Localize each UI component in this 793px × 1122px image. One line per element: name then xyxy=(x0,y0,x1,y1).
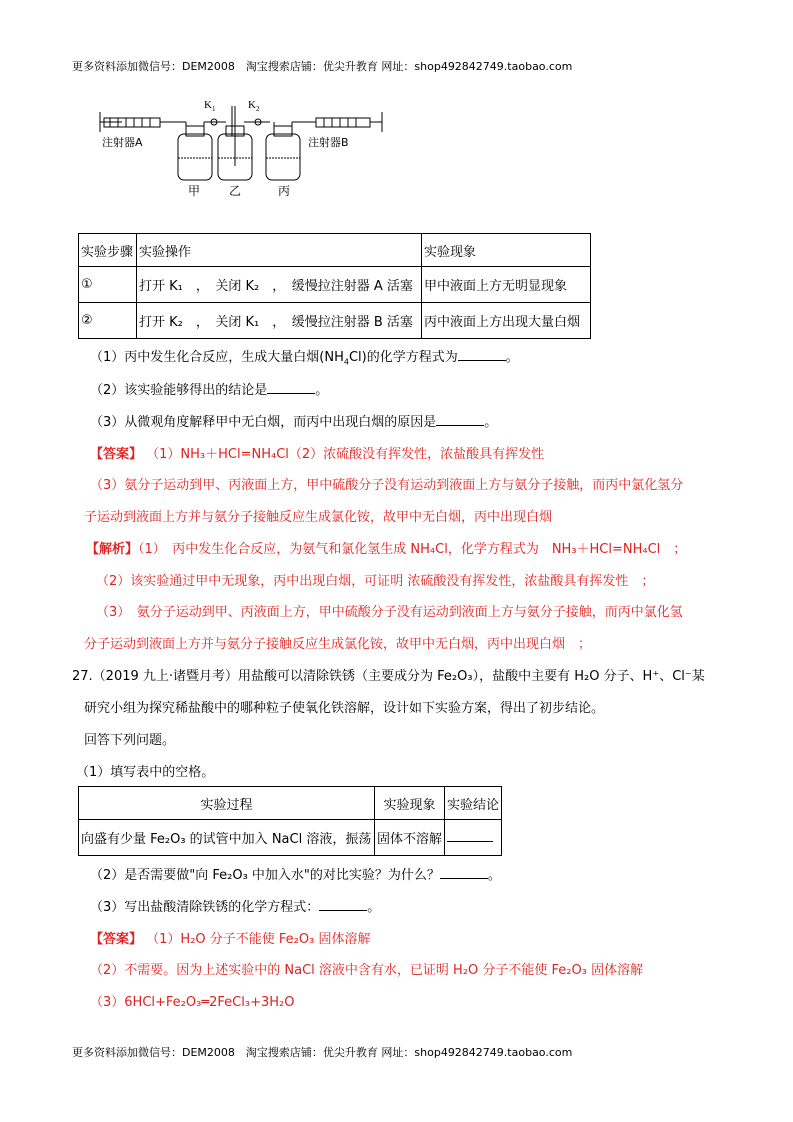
bottle-yi-label: 乙 xyxy=(229,184,242,198)
answer26-line2: （3）氨分子运动到甲、丙液面上方，甲中硫酸分子没有运动到液面上方与氨分子接触，而丙中氯化氢分 xyxy=(90,478,684,493)
analysis26-line1: 【解析】（1） 丙中发生化合反应，为氨气和氯化氢生成 NH₄Cl，化学方程式为 NH₃＋HCl=NH₄Cl ； xyxy=(86,542,687,557)
table1-row1-result: 甲中液面上方无明显现象 xyxy=(422,267,591,303)
q26-sub2: （2）该实验能够得出的结论是 。 xyxy=(90,383,329,398)
table1-header-step: 实验步骤 xyxy=(79,234,137,267)
analysis26-line2: （2）该实验通过甲中无现象，丙中出现白烟，可证明 浓硫酸没有挥发性，浓盐酸具有挥发性 ； xyxy=(96,574,655,589)
table1-row2-result: 丙中液面上方出现大量白烟 xyxy=(422,303,591,339)
q27-line2: 研究小组为探究稀盐酸中的哪种粒子使氧化铁溶解，设计如下实验方案，得出了初步结论。 xyxy=(84,701,605,716)
answer27-line3: （3）6HCl+Fe₂O₃═2FeCl₃+3H₂O xyxy=(90,995,295,1010)
k1-label: $K_1$ xyxy=(204,99,216,113)
answer27-line1: 【答案】 （1）H₂O 分子不能使 Fe₂O₃ 固体溶解 xyxy=(90,932,371,947)
q27-sub2: （2）是否需要做"向 Fe₂O₃ 中加入水"的对比实验？为什么？ 。 xyxy=(90,868,501,883)
table2-row-phenomenon: 固体不溶解 xyxy=(375,820,445,856)
q27-sub1: （1）填写表中的空格。 xyxy=(76,765,215,780)
table1-header-result: 实验现象 xyxy=(422,234,591,267)
k2-label: $K_2$ xyxy=(248,99,260,113)
table1-row1-op: 打开 K₁ ， 关闭 K₂ ， 缓慢拉注射器 A 活塞 xyxy=(137,267,422,303)
syringe-b-label: 注射器B xyxy=(308,136,349,149)
syringe-a-label: 注射器A xyxy=(102,136,143,149)
table2-row-conclusion xyxy=(445,820,502,856)
table2-row-process: 向盛有少量 Fe₂O₃ 的试管中加入 NaCl 溶液，振荡 xyxy=(79,820,375,856)
answer26-line1: 【答案】 （1）NH₃＋HCl=NH₄Cl（2）浓硫酸没有挥发性，浓盐酸具有挥发性 xyxy=(90,447,545,462)
q27-line1: 27.（2019 九上·诸暨月考）用盐酸可以清除铁锈（主要成分为 Fe₂O₃），盐酸中主要有 H₂O 分子、H⁺、Cl⁻某 xyxy=(72,669,705,684)
answer26-line3: 子运动到液面上方并与氨分子接触反应生成氯化铵，故甲中无白烟，丙中出现白烟 xyxy=(84,510,553,525)
apparatus-diagram xyxy=(98,96,388,198)
table2-header-conclusion: 实验结论 xyxy=(445,787,502,820)
page-footer: 更多资料添加微信号：DEM2008 淘宝搜索店铺：优尖升教育 网址：shop492842749.taobao.com xyxy=(72,1046,573,1059)
experiment-table-2 xyxy=(78,786,502,856)
table1-row2-step: ② xyxy=(79,303,137,339)
table2-header-process: 实验过程 xyxy=(79,787,375,820)
answer27-line2: （2）不需要。因为上述实验中的 NaCl 溶液中含有水，已证明 H₂O 分子不能使 Fe₂O₃ 固体溶解 xyxy=(90,963,644,978)
q26-sub3: （3）从微观角度解释甲中无白烟，而丙中出现白烟的原因是 。 xyxy=(90,415,498,430)
experiment-table-1 xyxy=(78,233,591,339)
table1-row1-step: ① xyxy=(79,267,137,303)
analysis26-line3: （3） 氨分子运动到甲、丙液面上方，甲中硫酸分子没有运动到液面上方与氨分子接触，而丙中氯化氢 xyxy=(96,605,683,620)
table2-header-phenomenon: 实验现象 xyxy=(375,787,445,820)
analysis26-line4: 分子运动到液面上方并与氨分子接触反应生成氯化铵，故甲中无白烟，丙中出现白烟 ； xyxy=(84,637,592,652)
bottle-jia-label: 甲 xyxy=(188,184,201,198)
q27-sub3: （3）写出盐酸清除铁锈的化学方程式： 。 xyxy=(90,900,381,915)
bottle-bing-label: 丙 xyxy=(278,184,291,198)
table1-row2-op: 打开 K₂ ， 关闭 K₁ ， 缓慢拉注射器 B 活塞 xyxy=(137,303,422,339)
q27-line3: 回答下列问题。 xyxy=(84,733,176,748)
table1-header-op: 实验操作 xyxy=(137,234,422,267)
page-header: 更多资料添加微信号：DEM2008 淘宝搜索店铺：优尖升教育 网址：shop492842749.taobao.com xyxy=(72,60,573,73)
q26-sub1: （1）丙中发生化合反应，生成大量白烟$(NH_4Cl)$的化学方程式为 。 xyxy=(90,350,519,367)
